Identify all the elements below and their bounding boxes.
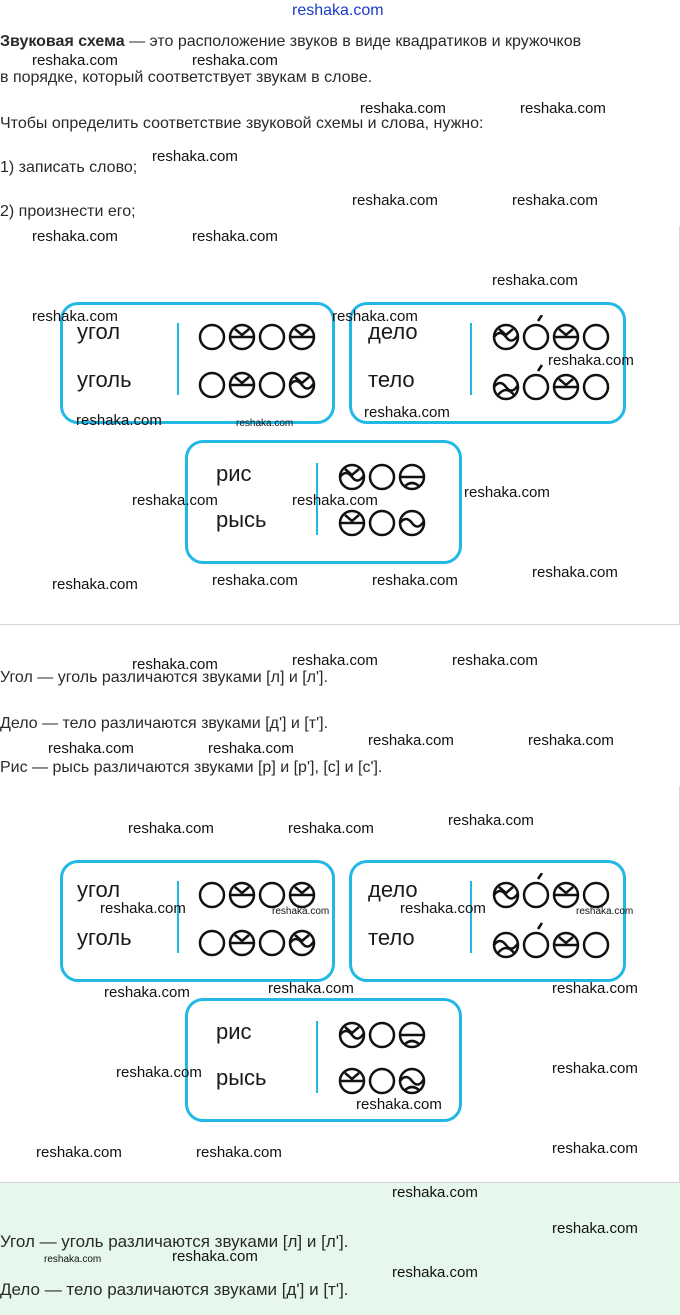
watermark: reshaka.com	[392, 1184, 478, 1201]
watermark: reshaka.com	[364, 404, 450, 421]
watermark: reshaka.com	[52, 576, 138, 593]
word-delo: дело	[368, 877, 418, 902]
watermark: reshaka.com	[548, 352, 634, 369]
watermark: reshaka.com	[492, 272, 578, 289]
definition-line-1	[0, 32, 581, 52]
watermark: reshaka.com	[360, 100, 446, 117]
answer-bottom-2: Дело — тело различаются звуками [д'] и [т'].	[0, 1280, 349, 1299]
watermark: reshaka.com	[268, 980, 354, 997]
word-rys: рысь	[216, 507, 267, 532]
watermark: reshaka.com	[464, 484, 550, 501]
watermark: reshaka.com	[552, 980, 638, 997]
watermark: reshaka.com	[372, 572, 458, 589]
how-to-text: Чтобы определить соответствие звуковой схемы и слова, нужно:	[0, 115, 484, 132]
divider	[470, 881, 472, 953]
word-telo: тело	[368, 367, 415, 392]
watermark: reshaka.com	[212, 572, 298, 589]
watermark: reshaka.com	[44, 1254, 102, 1265]
watermark: reshaka.com	[152, 148, 238, 165]
watermark: reshaka.com	[76, 412, 162, 429]
watermark: reshaka.com	[132, 492, 218, 509]
watermark: reshaka.com	[452, 652, 538, 669]
answer-bottom-1: Угол — уголь различаются звуками [л] и [л'].	[0, 1232, 349, 1251]
divider	[177, 881, 179, 953]
watermark: reshaka.com	[448, 812, 534, 829]
watermark: reshaka.com	[332, 308, 418, 325]
watermark-top: reshaka.com	[292, 2, 384, 19]
watermark: reshaka.com	[520, 100, 606, 117]
watermark: reshaka.com	[292, 652, 378, 669]
watermark: reshaka.com	[32, 228, 118, 245]
watermark: reshaka.com	[512, 192, 598, 209]
definition-text: — это расположение звуков в виде квадратиков и кружочков	[124, 33, 582, 50]
sound-scheme-delo	[486, 873, 616, 967]
watermark: reshaka.com	[116, 1064, 202, 1081]
word-ugol: угол	[77, 319, 121, 344]
watermark: reshaka.com	[48, 740, 134, 757]
watermark: reshaka.com	[392, 1264, 478, 1281]
watermark: reshaka.com	[352, 192, 438, 209]
step-2: 2) произнести его;	[0, 203, 136, 220]
definition-line-2: в порядке, который соответствует звукам в слове.	[0, 69, 373, 86]
watermark: reshaka.com	[552, 1220, 638, 1237]
divider	[177, 323, 179, 395]
watermark: reshaka.com	[400, 900, 486, 917]
watermark: reshaka.com	[192, 52, 278, 69]
watermark: reshaka.com	[208, 740, 294, 757]
card-delo	[349, 860, 626, 982]
word-rys: рысь	[216, 1065, 267, 1090]
watermark: reshaka.com	[192, 228, 278, 245]
answer-2: Дело — тело различаются звуками [д'] и [т'].	[0, 715, 329, 732]
divider	[470, 323, 472, 395]
step-1: 1) записать слово;	[0, 159, 138, 176]
sound-scheme-ugol	[193, 877, 323, 967]
word-ris: рис	[216, 1019, 252, 1044]
word-ugol: угол	[77, 877, 121, 902]
watermark: reshaka.com	[552, 1060, 638, 1077]
word-telo: тело	[368, 925, 415, 950]
watermark: reshaka.com	[172, 1248, 258, 1265]
word-ugol-soft: уголь	[77, 925, 132, 950]
watermark: reshaka.com	[272, 906, 330, 917]
watermark: reshaka.com	[236, 418, 294, 429]
word-ugol-soft: уголь	[77, 367, 132, 392]
watermark: reshaka.com	[32, 308, 118, 325]
divider	[316, 1021, 318, 1093]
watermark: reshaka.com	[552, 1140, 638, 1157]
watermark: reshaka.com	[528, 732, 614, 749]
watermark: reshaka.com	[356, 1096, 442, 1113]
watermark: reshaka.com	[32, 52, 118, 69]
sound-scheme-ugol	[193, 319, 323, 409]
word-ris: рис	[216, 461, 252, 486]
watermark: reshaka.com	[292, 492, 378, 509]
answer-1: Угол — уголь различаются звуками [л] и [л'].	[0, 669, 328, 686]
watermark: reshaka.com	[132, 656, 218, 673]
sound-scheme-ris	[332, 1015, 432, 1105]
term: Звуковая схема	[0, 33, 125, 50]
watermark: reshaka.com	[100, 900, 186, 917]
watermark: reshaka.com	[288, 820, 374, 837]
watermark: reshaka.com	[104, 984, 190, 1001]
watermark: reshaka.com	[576, 906, 634, 917]
watermark: reshaka.com	[532, 564, 618, 581]
card-ugol	[60, 860, 335, 982]
answer-3: Рис — рысь различаются звуками [р] и [р'], [с] и [с'].	[0, 759, 383, 776]
watermark: reshaka.com	[36, 1144, 122, 1161]
watermark: reshaka.com	[128, 820, 214, 837]
watermark: reshaka.com	[368, 732, 454, 749]
watermark: reshaka.com	[196, 1144, 282, 1161]
word-delo: дело	[368, 319, 418, 344]
